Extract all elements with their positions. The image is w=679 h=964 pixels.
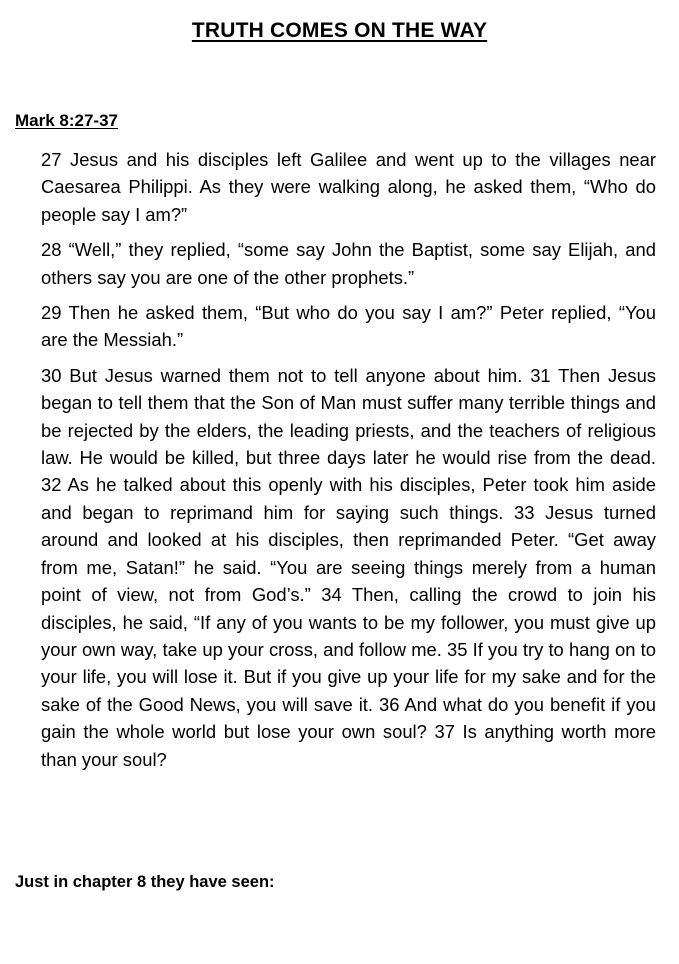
verse-paragraph: 30 But Jesus warned them not to tell anyone about him. 31 Then Jesus began to tell them that the Son of Man must suffer many terrible things and be rejected by the elders, the leading priests, and the teachers of religious law. He would be killed, but three days later he would rise from the dead. 32 As he talked about this openly with his disciples, Peter took him aside and began to reprimand him for saying such things. 33 Jesus turned around and looked at his disciples, then reprimanded Peter. “Get away from me, Satan!” he said. “You are seeing things merely from a human point of view, not from God’s.” 34 Then, calling the crowd to join his disciples, he said, “If any of you wants to be my follower, you must give up your own way, take up your cross, and follow me. 35 If you try to hang on to your life, you will lose it. But if you give up your life for my sake and for the sake of the Good News, you will save it. 36 And what do you benefit if you gain the whole world but lose your own soul? 37 Is anything worth more than your soul? xyxy=(41,364,656,770)
scripture-reference: Mark 8:27-37 xyxy=(15,111,119,130)
verse-paragraph: 29 Then he asked them, “But who do you say I am?” Peter replied, “You are the Messiah.” xyxy=(41,302,656,351)
verse-paragraph: 27 Jesus and his disciples left Galilee and went up to the villages near Caesarea Philippi. As they were walking along, he asked them, “Who do people say I am?” xyxy=(41,149,656,225)
section-heading: Just in chapter 8 they have seen: xyxy=(15,873,275,891)
verse-paragraph: 28 “Well,” they replied, “some say John the Baptist, some say Elijah, and others say you are one of the other prophets.” xyxy=(41,239,656,288)
scripture-passage xyxy=(41,146,656,781)
page-title: TRUTH COMES ON THE WAY xyxy=(191,19,488,42)
